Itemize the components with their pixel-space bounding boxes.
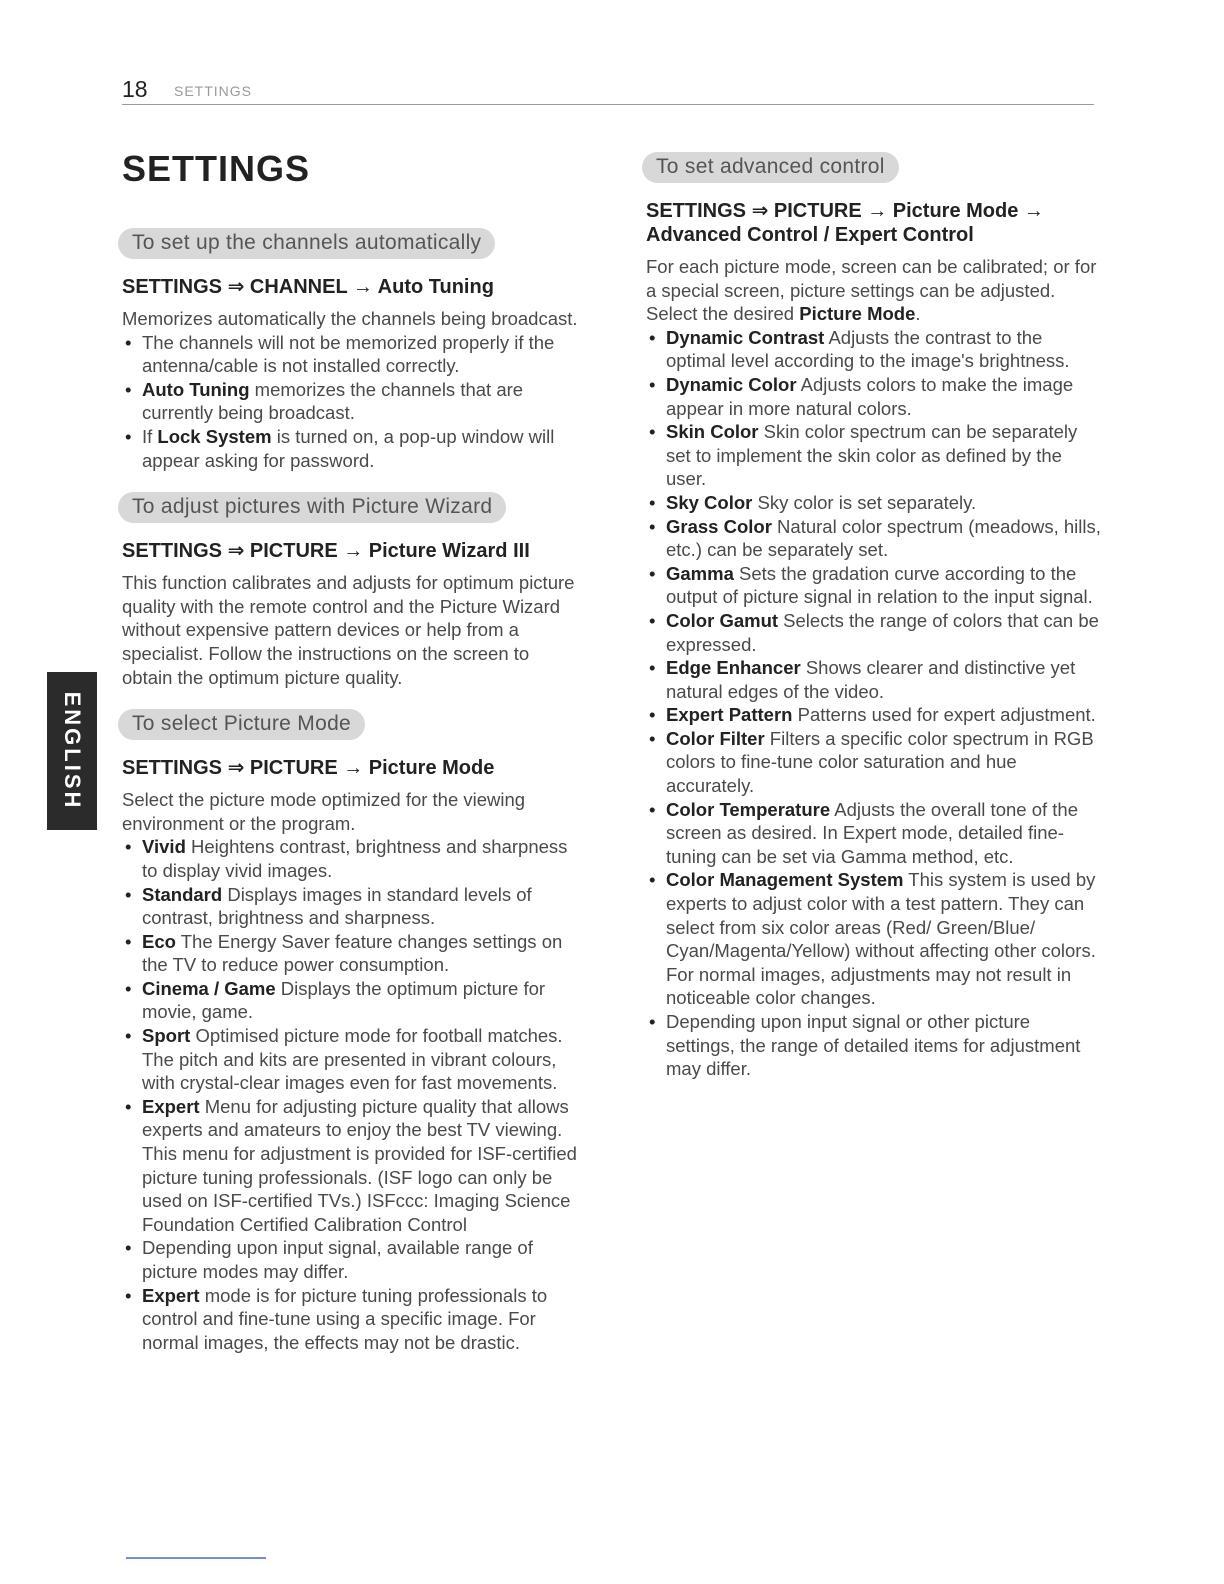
bullet-list xyxy=(122,835,580,1354)
section-heading: To select Picture Mode xyxy=(118,709,365,740)
menu-path xyxy=(646,199,1102,247)
list-item: • Eco The Energy Saver feature changes settings on the TV to reduce power consumption. xyxy=(122,930,580,977)
list-item: • Grass Color Natural color spectrum (meadows, hills, etc.) can be separately set. xyxy=(646,515,1102,562)
menu-path: SETTINGS ⇒ CHANNEL → Auto Tuning xyxy=(122,276,494,298)
list-item: • Expert Pattern Patterns used for expert adjustment. xyxy=(646,703,1102,727)
list-item: • Edge Enhancer Shows clearer and distinctive yet natural edges of the video. xyxy=(646,656,1102,703)
list-item: • Color Management System This system is used by experts to adjust color with a test pattern. They can select from six color areas (Red/ Green/Blue/ Cyan/Magenta/Yellow) without affecting other colors. For normal images, adjustments may not result in noticeable color changes. xyxy=(646,868,1102,1010)
section-heading: To set advanced control xyxy=(642,152,899,183)
list-item: • Skin Color Skin color spectrum can be separately set to implement the skin color as defined by the user. xyxy=(646,420,1102,491)
page-number: 18 xyxy=(122,76,148,102)
section-auto-tuning xyxy=(122,228,580,472)
page-title: SETTINGS xyxy=(122,148,311,189)
footer-rule xyxy=(126,1557,266,1559)
section-intro: Select the picture mode optimized for the viewing environment or the program. xyxy=(122,789,526,834)
list-item: • Color Temperature Adjusts the overall tone of the screen as desired. In Expert mode, detailed fine-tuning can be set via Gamma method, etc. xyxy=(646,798,1102,869)
list-item: • Expert Menu for adjusting picture quality that allows experts and amateurs to enjoy the best TV viewing. This menu for adjustment is provided for ISF-certified picture tuning professionals. (ISF logo can only be used on ISF-certified TVs.) ISFccc: Imaging Science Foundation Certified Calibration Control xyxy=(122,1095,580,1237)
list-item: • Depending upon input signal, available range of picture modes may differ. xyxy=(122,1236,580,1283)
section-intro: For each picture mode, screen can be calibrated; or for a special screen, picture settings can be adjusted. Select the desired Picture Mode. xyxy=(646,256,1097,325)
section-heading: To adjust pictures with Picture Wizard xyxy=(118,492,506,523)
list-item: • Sport Optimised picture mode for football matches. The pitch and kits are presented in vibrant colours, with crystal-clear images even for fast movements. xyxy=(122,1024,580,1095)
list-item: • If Lock System is turned on, a pop-up window will appear asking for password. xyxy=(122,425,580,472)
section-advanced-control xyxy=(646,152,1102,1081)
list-item: • Vivid Heightens contrast, brightness and sharpness to display vivid images. xyxy=(122,835,580,882)
list-item: • Sky Color Sky color is set separately. xyxy=(646,491,1102,515)
list-item: • Cinema / Game Displays the optimum picture for movie, game. xyxy=(122,977,580,1024)
section-intro: This function calibrates and adjusts for optimum picture quality with the remote control and the Picture Wizard without expensive pattern devices or help from a specialist. Follow the instructions on the screen to obtain the optimum picture quality. xyxy=(122,572,575,688)
menu-path-line: SETTINGS ⇒ PICTURE → Picture Mode → xyxy=(646,200,1044,222)
right-column xyxy=(646,152,1102,1101)
menu-path-line: Advanced Control / Expert Control xyxy=(646,224,974,246)
list-item: • The channels will not be memorized properly if the antenna/cable is not installed correctly. xyxy=(122,331,580,378)
language-tab-label: ENGLISH xyxy=(60,691,85,811)
page-header xyxy=(122,76,1094,105)
list-item: • Depending upon input signal or other picture settings, the range of detailed items for adjustment may differ. xyxy=(646,1010,1102,1081)
list-item: • Color Gamut Selects the range of colors that can be expressed. xyxy=(646,609,1102,656)
bullet-list xyxy=(646,326,1102,1081)
list-item: • Dynamic Color Adjusts colors to make the image appear in more natural colors. xyxy=(646,373,1102,420)
section-picture-wizard xyxy=(122,492,580,689)
list-item: • Auto Tuning memorizes the channels that are currently being broadcast. xyxy=(122,378,580,425)
language-tab xyxy=(47,672,97,830)
left-column xyxy=(122,228,580,1374)
list-item: • Standard Displays images in standard levels of contrast, brightness and sharpness. xyxy=(122,883,580,930)
header-section-label: SETTINGS xyxy=(174,83,253,99)
section-heading: To set up the channels automatically xyxy=(118,228,495,259)
menu-path: SETTINGS ⇒ PICTURE → Picture Wizard III xyxy=(122,540,530,563)
list-item: • Gamma Sets the gradation curve according to the output of picture signal in relation to the input signal. xyxy=(646,562,1102,609)
bullet-list xyxy=(122,331,580,473)
section-picture-mode xyxy=(122,709,580,1354)
list-item: • Expert mode is for picture tuning professionals to control and fine-tune using a specific image. For normal images, the effects may not be drastic. xyxy=(122,1284,580,1355)
list-item: • Color Filter Filters a specific color spectrum in RGB colors to fine-tune color saturation and hue accurately. xyxy=(646,727,1102,798)
menu-path: SETTINGS ⇒ PICTURE → Picture Mode xyxy=(122,757,495,780)
list-item: • Dynamic Contrast Adjusts the contrast to the optimal level according to the image's brightness. xyxy=(646,326,1102,373)
section-intro: Memorizes automatically the channels being broadcast. xyxy=(122,308,578,329)
